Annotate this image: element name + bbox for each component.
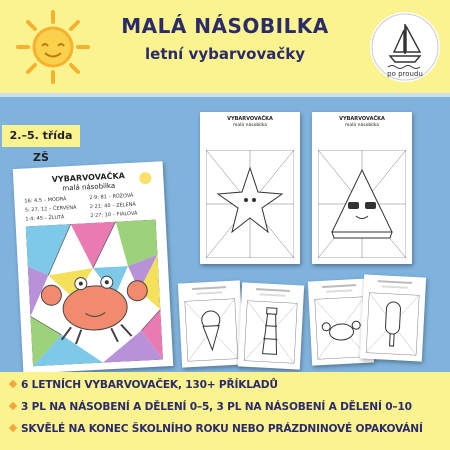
main-sheet-title: VYBARVOVAČKA bbox=[51, 171, 126, 185]
starfish-worksheet bbox=[200, 112, 300, 264]
feature-item bbox=[8, 423, 423, 435]
icecream-picture bbox=[178, 280, 244, 367]
color-legend bbox=[24, 192, 155, 223]
bullet-icon bbox=[9, 424, 17, 432]
legend-item: 2·27: 10 – FIALOVÁ bbox=[90, 210, 138, 220]
feature-text: 6 LETNÍCH VYBARVOVAČEK, 130+ PŘÍKLADŮ bbox=[21, 379, 278, 391]
legend-item: 16: 4.5 – MODRÁ bbox=[24, 196, 67, 205]
legend-item: 2·21: 40 – ZELENÁ bbox=[89, 201, 137, 211]
popsicle-worksheet bbox=[360, 274, 426, 361]
feature-item bbox=[8, 379, 278, 391]
watermelon-worksheet bbox=[312, 112, 412, 264]
watermelon-picture bbox=[318, 150, 406, 258]
icecream-worksheet bbox=[178, 280, 244, 367]
logo-text: po proudu bbox=[387, 70, 423, 78]
sheet-subtitle: malá násobilka bbox=[345, 123, 379, 128]
sailboat-icon bbox=[370, 12, 440, 82]
brand-logo bbox=[370, 12, 440, 82]
feature-text: SKVĚLÉ NA KONEC ŠKOLNÍHO ROKU NEBO PRÁZDNINOVÉ OPAKOVÁNÍ bbox=[21, 423, 423, 435]
popsicle-picture bbox=[360, 274, 426, 361]
starfish-picture bbox=[206, 150, 294, 258]
sheet-title: VYBARVOVAČKA bbox=[339, 116, 385, 122]
main-worksheet bbox=[13, 161, 174, 374]
grade-badge: 2.–5. třída ZŠ bbox=[2, 125, 80, 147]
crab-coloring-picture bbox=[26, 220, 163, 367]
bullet-icon bbox=[9, 380, 17, 388]
feature-item bbox=[8, 401, 412, 413]
legend-item: 1·4: 45 – ŽLUTÁ bbox=[25, 214, 65, 223]
sheet-title: VYBARVOVAČKA bbox=[227, 116, 273, 122]
page-title: MALÁ NÁSOBILKA bbox=[121, 14, 329, 38]
page-subtitle: letní vybarvovačky bbox=[145, 45, 305, 63]
lighthouse-picture bbox=[238, 282, 304, 369]
legend-item: 5: 27. 12 – ČERVENÁ bbox=[24, 204, 77, 214]
sun-stamp-icon bbox=[137, 170, 154, 187]
sheet-subtitle: malá násobilka bbox=[233, 123, 267, 128]
main-sheet-subtitle: malá násobilka bbox=[62, 181, 116, 193]
lighthouse-worksheet bbox=[238, 282, 304, 369]
legend-item: 2·9: 81 – RŮŽOVÁ bbox=[89, 192, 134, 202]
bullet-icon bbox=[9, 402, 17, 410]
feature-text: 3 PL NA NÁSOBENÍ A DĚLENÍ 0–5, 3 PL NA NÁSOBENÍ A DĚLENÍ 0–10 bbox=[21, 401, 412, 413]
divider bbox=[0, 93, 450, 97]
